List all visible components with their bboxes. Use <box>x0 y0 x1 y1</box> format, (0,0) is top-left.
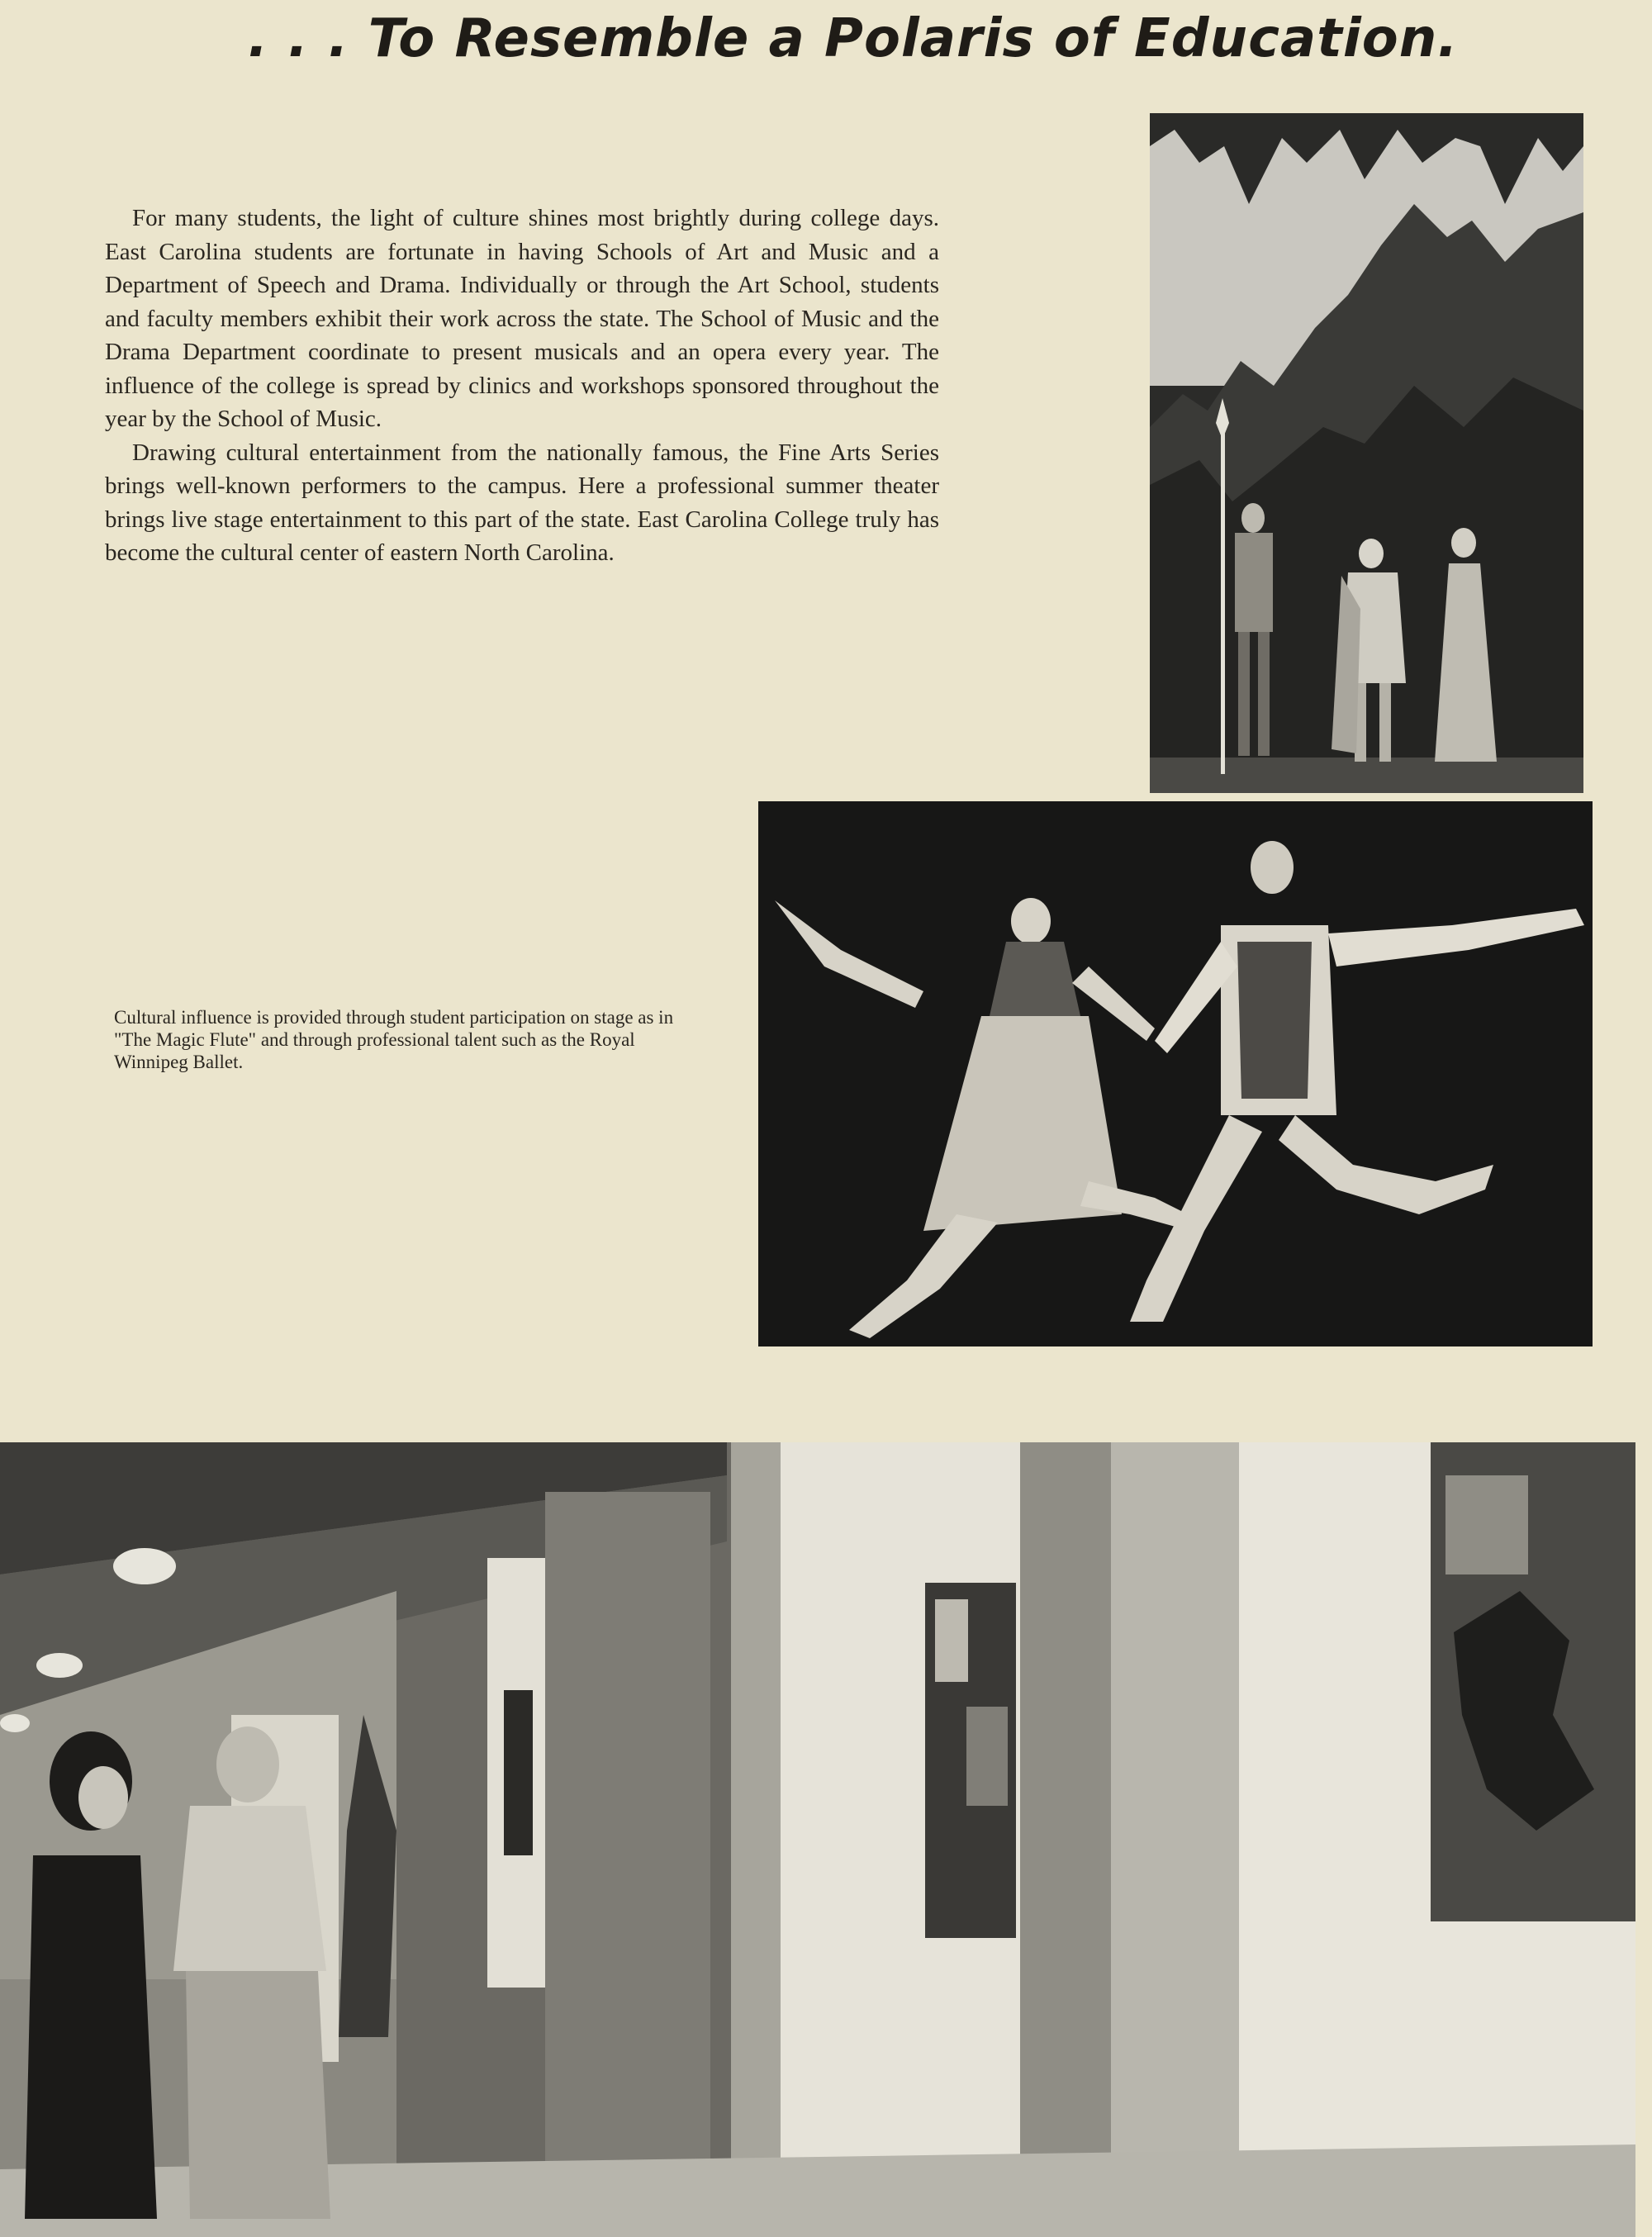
paragraph-culture: For many students, the light of culture shines most brightly during college days. East Carolina students are fortunate in having Schools of Art and Music and a Department of Speech and Drama. Individually or through the Art School, students and faculty members exhibit their work across the state. The School of Music and the Drama Department coordinate to present musicals and an opera every year. The influence of the college is spread by clinics and workshops sponsored throughout the year by the School of Music. <box>105 205 939 432</box>
photo-caption: Cultural influence is provided through student participation on stage as in "The Magic Flute" and through professional talent such as the Royal Winnipeg Ballet. <box>114 1007 674 1072</box>
opera-stage-photo <box>1150 113 1583 793</box>
page-headline: . . . To Resemble a Polaris of Education. <box>248 8 1459 69</box>
paragraph-fine-arts: Drawing cultural entertainment from the nationally famous, the Fine Arts Series brings well-known performers to the campus. Here a professional summer theater brings live stage entertainment to this part of the state. East Carolina College truly has become the cultural center of eastern North Carolina. <box>105 439 939 566</box>
body-text <box>105 202 939 570</box>
art-gallery-hallway-photo <box>0 1442 1635 2237</box>
ballet-photo <box>758 801 1593 1346</box>
